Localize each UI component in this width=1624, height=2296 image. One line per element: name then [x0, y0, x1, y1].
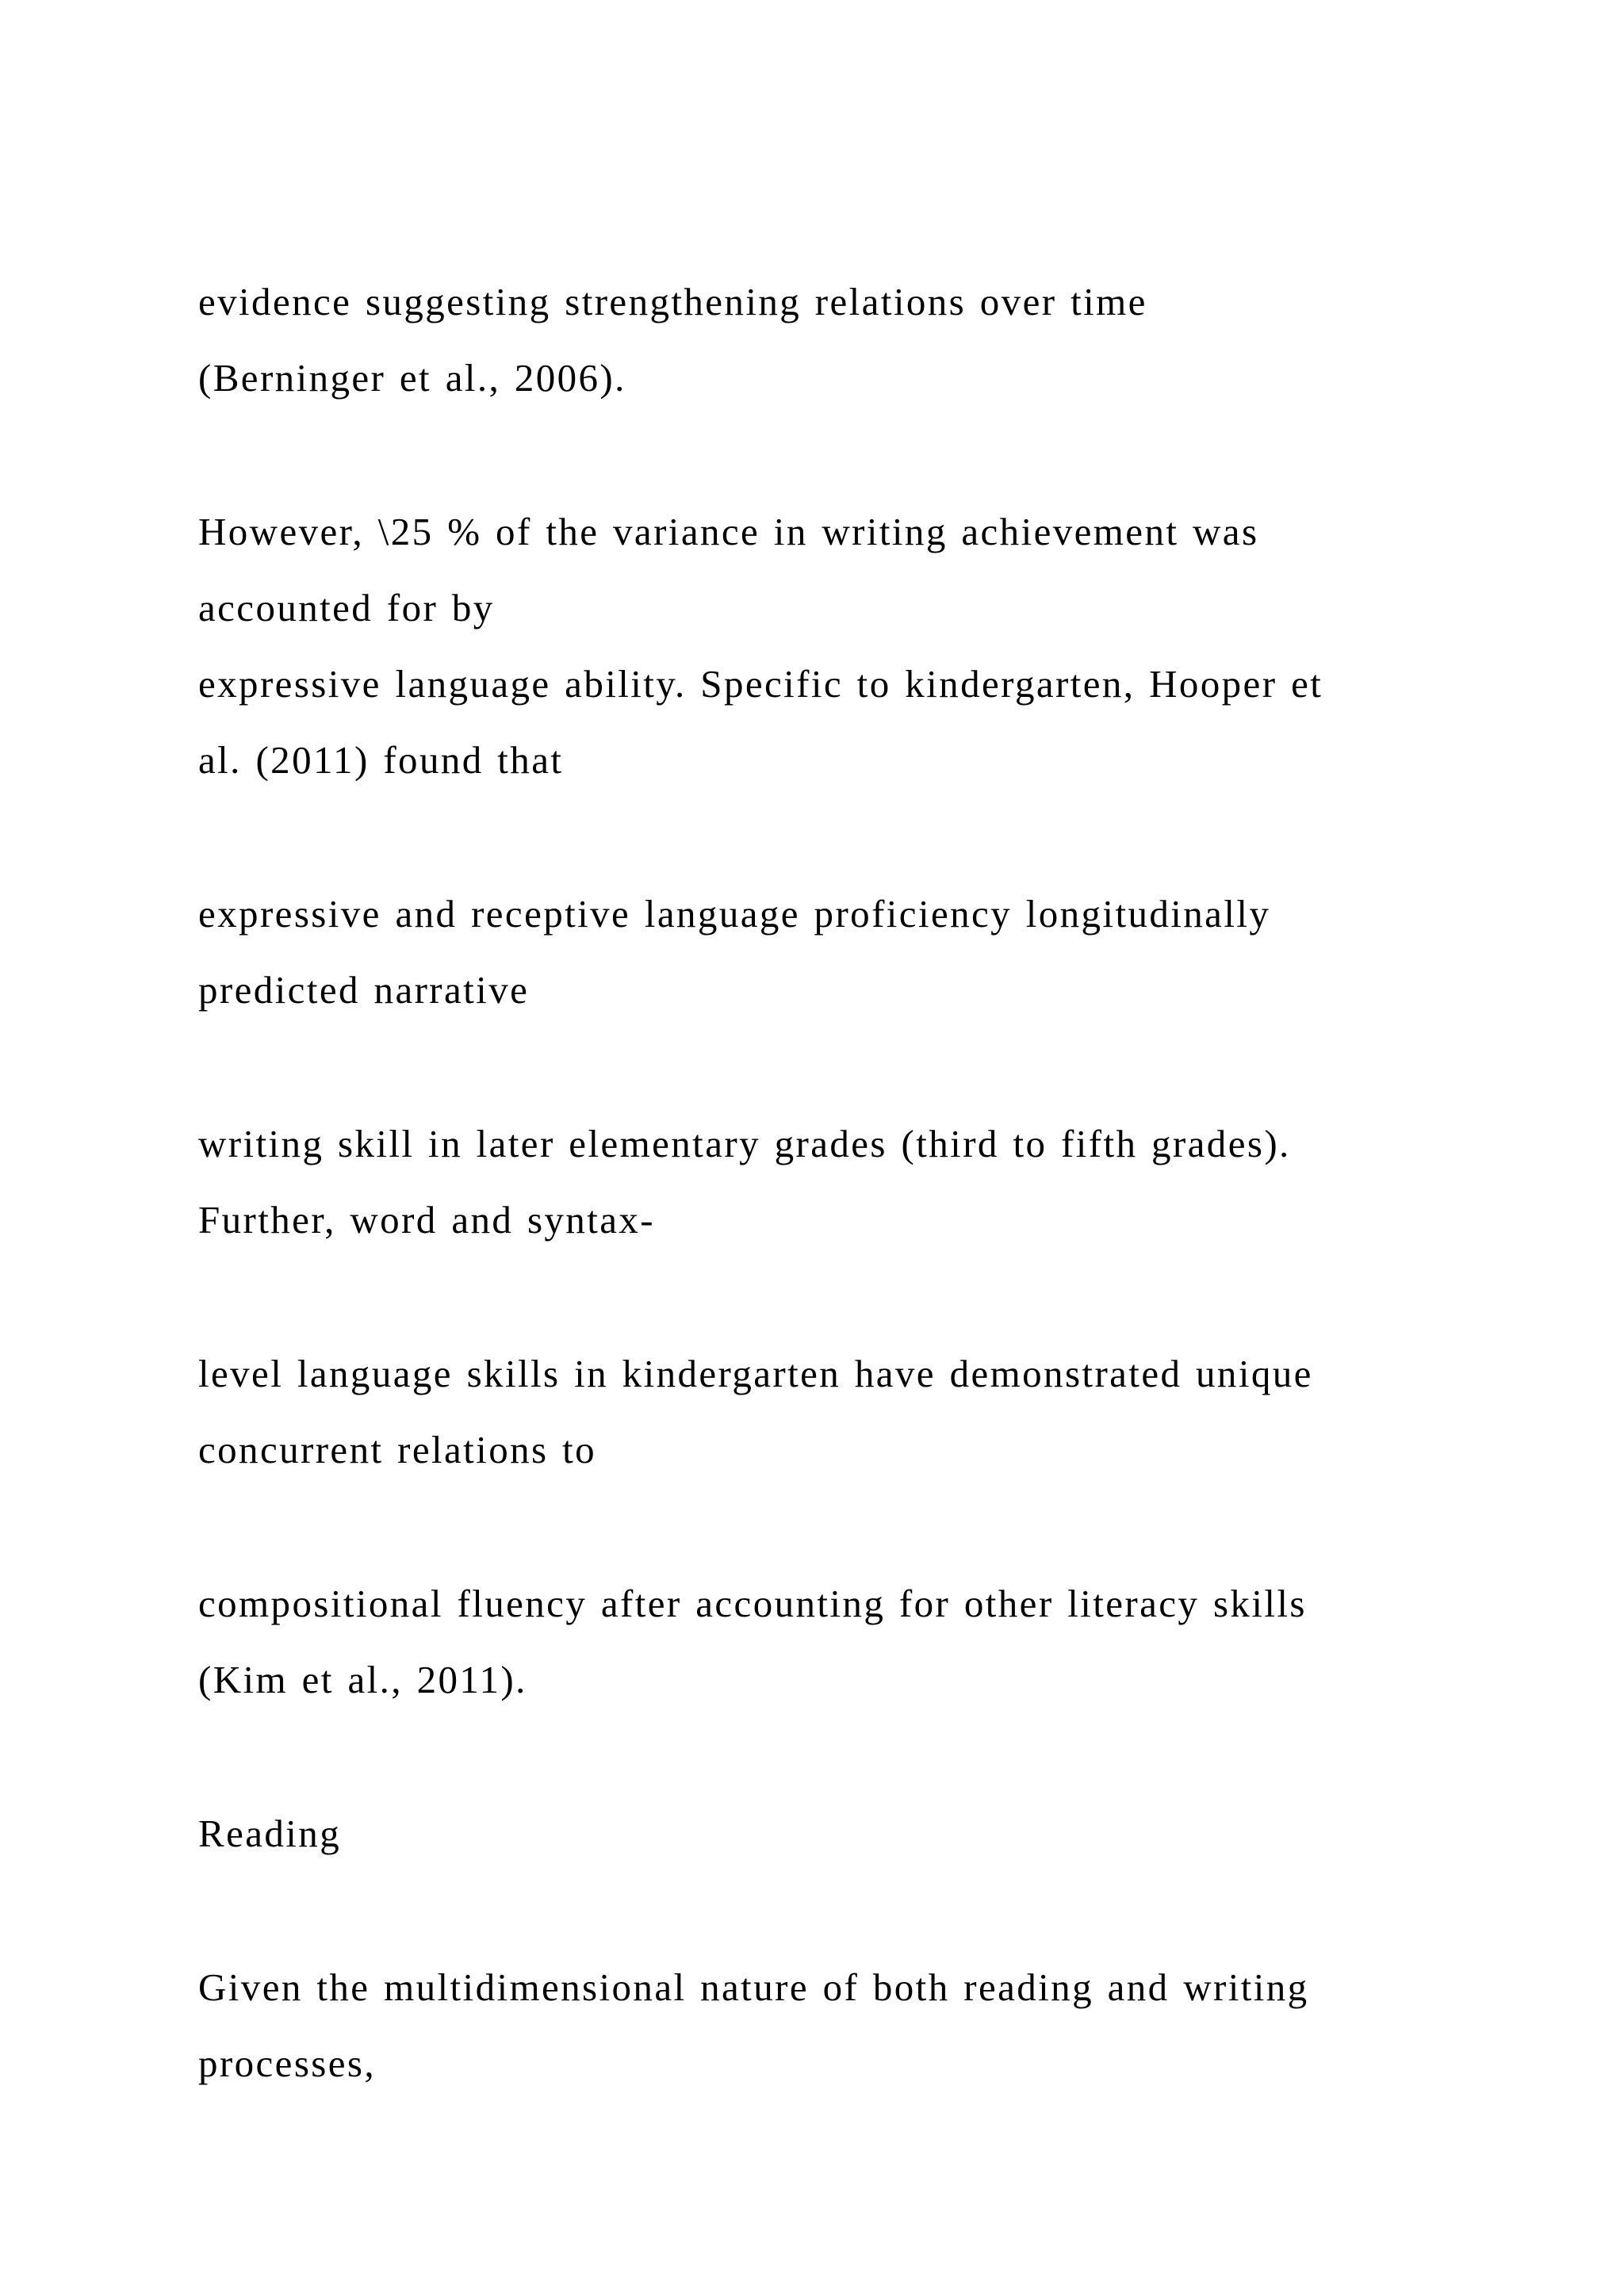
text-line: expressive language ability. Specific to kindergarten, Hooper et	[198, 662, 1323, 706]
text-line: expressive and receptive language proficiency longitudinally	[198, 892, 1271, 936]
text-line: al. (2011) found that	[198, 738, 564, 782]
text-line: Further, word and syntax-	[198, 1198, 655, 1242]
text-line: (Berninger et al., 2006).	[198, 356, 626, 400]
text-line: compositional fluency after accounting for other literacy skills	[198, 1582, 1307, 1625]
text-line: However, \25 % of the variance in writing achievement was	[198, 510, 1259, 553]
text-line: Given the multidimensional nature of both reading and writing	[198, 1965, 1309, 2009]
section-heading: Reading	[198, 1812, 342, 1855]
text-line: (Kim et al., 2011).	[198, 1658, 527, 1701]
text-line: concurrent relations to	[198, 1428, 597, 1471]
text-line: accounted for by	[198, 586, 495, 629]
text-line: writing skill in later elementary grades (third to fifth grades).	[198, 1122, 1291, 1165]
text-line: level language skills in kindergarten have demonstrated unique	[198, 1352, 1313, 1395]
text-line: processes,	[198, 2042, 377, 2085]
text-line: predicted narrative	[198, 968, 530, 1012]
text-line: evidence suggesting strengthening relations over time	[198, 280, 1147, 323]
